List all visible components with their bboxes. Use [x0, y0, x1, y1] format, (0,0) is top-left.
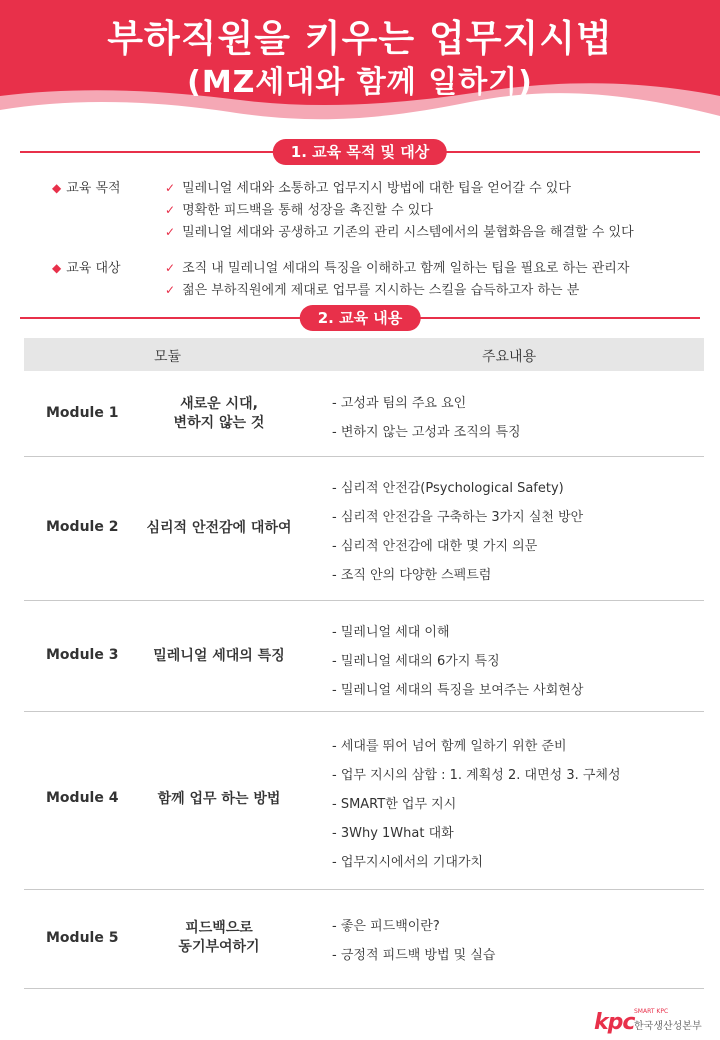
module-content	[332, 618, 583, 705]
module-content	[332, 389, 521, 447]
logo-mark: kpc	[594, 1010, 635, 1035]
check-icon: ✓	[165, 203, 176, 217]
module-id: Module 3	[46, 647, 119, 663]
module-id: Module 2	[46, 519, 119, 535]
diamond-icon: ◆	[52, 181, 62, 195]
module-topic: 밀레니얼 세대의 특징	[153, 648, 285, 664]
header-content: 주요내용	[482, 349, 537, 365]
content-item: - 변하지 않는 고성과 조직의 특징	[332, 425, 521, 440]
header-banner	[0, 0, 720, 132]
module-content	[332, 912, 496, 970]
content-item: - 심리적 안전감(Psychological Safety)	[332, 481, 564, 496]
section-1-title: 1. 교육 목적 및 대상	[273, 139, 447, 165]
logo-org-name: 한국생산성본부	[634, 1021, 702, 1032]
page-subtitle: (MZ세대와 함께 일하기)	[187, 65, 533, 100]
topic-line: 변하지 않는 것	[173, 415, 265, 431]
content-item: - 밀레니얼 세대의 특징을 보여주는 사회현상	[332, 683, 584, 698]
content-item: - 밀레니얼 세대 이해	[332, 625, 450, 640]
content-item: - 심리적 안전감에 대한 몇 가지 의문	[332, 539, 538, 554]
content-item: - 고성과 팀의 주요 요인	[332, 396, 467, 411]
table-row	[24, 371, 704, 457]
content-item: - SMART한 업무 지시	[332, 797, 457, 812]
section-1-header	[20, 137, 700, 167]
module-topic: 함께 업무 하는 방법	[157, 791, 281, 807]
content-item: - 업무지시에서의 기대가치	[332, 855, 484, 870]
content-item: - 좋은 피드백이란?	[332, 919, 440, 934]
module-topic	[129, 919, 309, 957]
section-2-header	[20, 303, 700, 333]
content-item: - 조직 안의 다양한 스펙트럼	[332, 568, 492, 583]
check-icon: ✓	[165, 225, 176, 239]
target-label: ◆ 교육 대상	[52, 261, 121, 276]
logo-small-text: SMART KPC	[634, 1008, 669, 1015]
content-item: - 업무 지시의 삼합 : 1. 계획성 2. 대면성 3. 구체성	[332, 768, 621, 783]
topic-line: 피드백으로	[185, 920, 253, 936]
module-content	[332, 474, 583, 590]
module-topic	[129, 395, 309, 433]
table-row	[24, 890, 704, 989]
content-item: - 밀레니얼 세대의 6가지 특징	[332, 654, 500, 669]
table-row	[24, 601, 704, 712]
topic-line: 새로운 시대,	[180, 396, 258, 412]
table-row	[24, 457, 704, 601]
module-id: Module 4	[46, 790, 119, 806]
header-module: 모듈	[154, 349, 182, 365]
objective-item: ✓ 명확한 피드백을 통해 성장을 촉진할 수 있다	[165, 203, 433, 218]
module-id: Module 5	[46, 930, 119, 946]
kpc-logo	[594, 1008, 704, 1034]
content-item: - 세대를 뛰어 넘어 함께 일하기 위한 준비	[332, 739, 567, 754]
objective-item: ✓ 밀레니얼 세대와 공생하고 기존의 관리 시스템에서의 불협화음을 해결할 수 있다	[165, 225, 634, 240]
target-item: ✓ 조직 내 밀레니얼 세대의 특징을 이해하고 함께 일하는 팁을 필요로 하는 관리자	[165, 261, 630, 276]
target-item: ✓ 젊은 부하직원에게 제대로 업무를 지시하는 스킬을 습득하고자 하는 분	[165, 283, 580, 298]
diamond-icon: ◆	[52, 261, 62, 275]
topic-line: 동기부여하기	[178, 939, 260, 955]
module-id: Module 1	[46, 405, 119, 421]
objective-item: ✓ 밀레니얼 세대와 소통하고 업무지시 방법에 대한 팁을 얻어갈 수 있다	[165, 181, 571, 196]
module-content	[332, 732, 621, 877]
objective-label: ◆ 교육 목적	[52, 181, 121, 196]
content-item: - 심리적 안전감을 구축하는 3가지 실천 방안	[332, 510, 584, 525]
table-header	[24, 338, 704, 371]
content-item: - 3Why 1What 대화	[332, 826, 454, 841]
content-item: - 긍정적 피드백 방법 및 실습	[332, 948, 496, 963]
check-icon: ✓	[165, 261, 176, 275]
check-icon: ✓	[165, 181, 176, 195]
page-title: 부하직원을 키우는 업무지시법	[107, 17, 613, 60]
module-topic: 심리적 안전감에 대하여	[146, 520, 292, 536]
check-icon: ✓	[165, 283, 176, 297]
table-row	[24, 712, 704, 890]
section-2-title: 2. 교육 내용	[300, 305, 421, 331]
